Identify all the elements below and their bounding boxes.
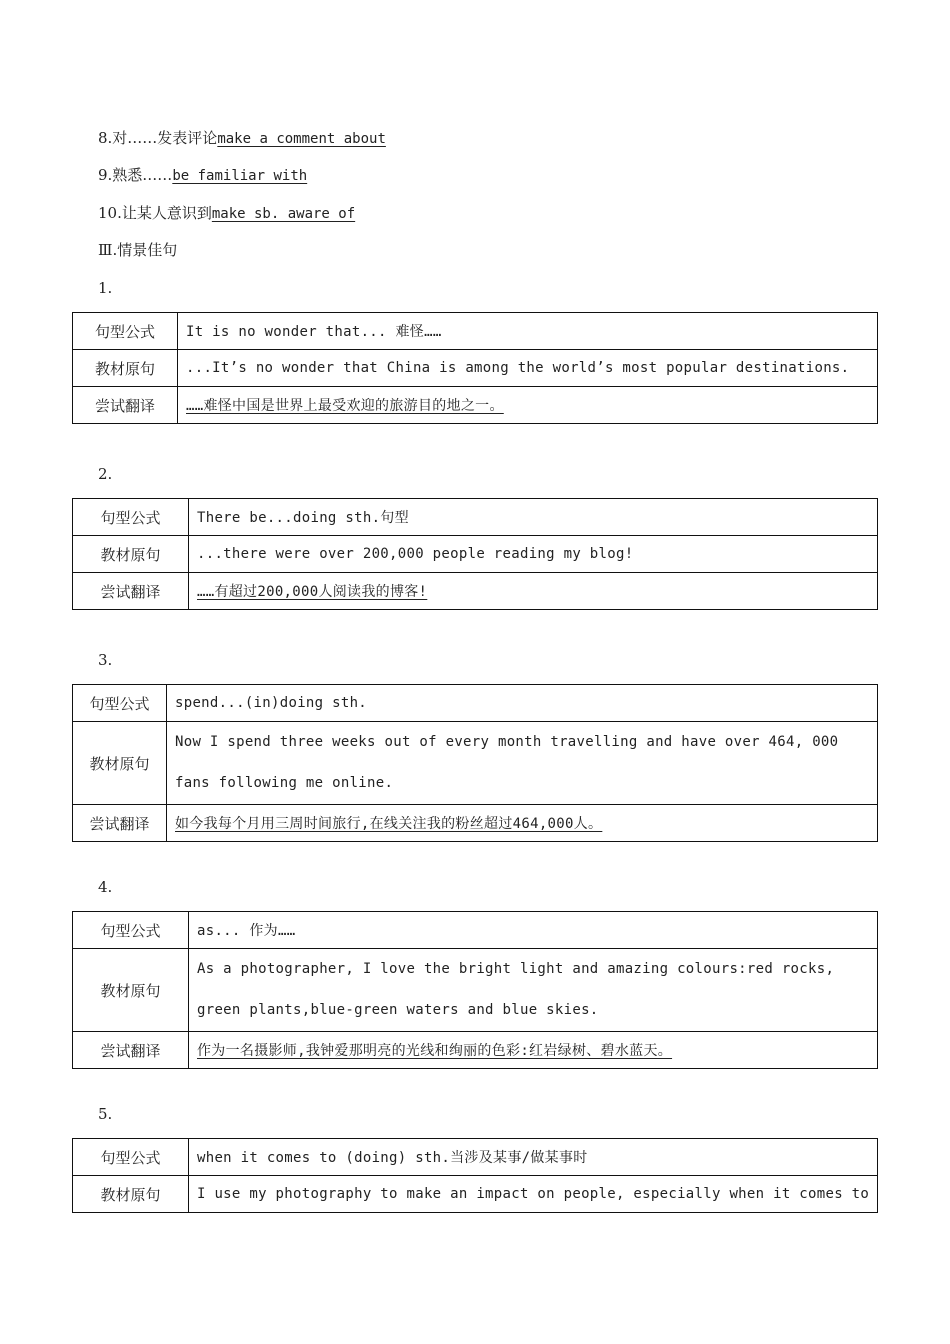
sentence-table-3: [72, 684, 878, 842]
original-value: I use my photography to make an impact on people, especially when it comes to: [189, 1176, 878, 1213]
sentence-table-5: [72, 1138, 878, 1213]
pattern-value: when it comes to (doing) sth.当涉及某事/做某事时: [189, 1139, 878, 1176]
pattern-value: as... 作为……: [189, 912, 878, 949]
sentence-table-2: [72, 498, 878, 610]
translation-value: ……有超过200,000人阅读我的博客!: [189, 573, 878, 610]
translation-label: 尝试翻译: [73, 805, 167, 842]
translation-label: 尝试翻译: [73, 387, 178, 424]
original-label: 教材原句: [73, 536, 189, 573]
original-label: 教材原句: [73, 350, 178, 387]
phrase-en: be familiar with: [172, 168, 308, 184]
phrase-cn: 8.对……发表评论: [98, 129, 218, 147]
original-label: 教材原句: [73, 722, 167, 805]
translation-value: 如今我每个月用三周时间旅行,在线关注我的粉丝超过464,000人。: [167, 805, 878, 842]
phrase-en: make sb. aware of: [211, 206, 356, 222]
original-value: As a photographer, I love the bright light and amazing colours:red rocks, green plants,blue-green waters and blue skies.: [189, 949, 878, 1032]
pattern-label: 句型公式: [73, 912, 189, 949]
pattern-label: 句型公式: [73, 1139, 189, 1176]
pattern-value: There be...doing sth.句型: [189, 499, 878, 536]
pattern-label: 句型公式: [73, 685, 167, 722]
sentence-table-4: [72, 911, 878, 1069]
item-number: 2.: [98, 465, 113, 483]
pattern-label: 句型公式: [73, 313, 178, 350]
translation-label: 尝试翻译: [73, 1032, 189, 1069]
pattern-label: 句型公式: [73, 499, 189, 536]
translation-label: 尝试翻译: [73, 573, 189, 610]
pattern-value: spend...(in)doing sth.: [167, 685, 878, 722]
original-value: ...there were over 200,000 people reading my blog!: [189, 536, 878, 573]
original-label: 教材原句: [73, 1176, 189, 1213]
phrase-10: [98, 203, 355, 224]
translation-value: ……难怪中国是世界上最受欢迎的旅游目的地之一。: [178, 387, 878, 424]
translation-value: 作为一名摄影师,我钟爱那明亮的光线和绚丽的色彩:红岩绿树、碧水蓝天。: [189, 1032, 878, 1069]
item-number: 3.: [98, 651, 113, 669]
item-number: 4.: [98, 878, 113, 896]
item-number: 5.: [98, 1105, 113, 1123]
original-value: ...It’s no wonder that China is among the world’s most popular destinations.: [178, 350, 878, 387]
original-value: Now I spend three weeks out of every month travelling and have over 464, 000 fans following me online.: [167, 722, 878, 805]
phrase-9: [98, 165, 307, 186]
phrase-cn: 10.让某人意识到: [98, 204, 212, 222]
original-label: 教材原句: [73, 949, 189, 1032]
item-number: 1.: [98, 279, 113, 297]
section-title: Ⅲ.情景佳句: [98, 241, 178, 259]
phrase-8: [98, 128, 386, 149]
phrase-cn: 9.熟悉……: [98, 166, 173, 184]
phrase-en: make a comment about: [217, 131, 386, 147]
sentence-table-1: [72, 312, 878, 424]
pattern-value: It is no wonder that... 难怪……: [178, 313, 878, 350]
